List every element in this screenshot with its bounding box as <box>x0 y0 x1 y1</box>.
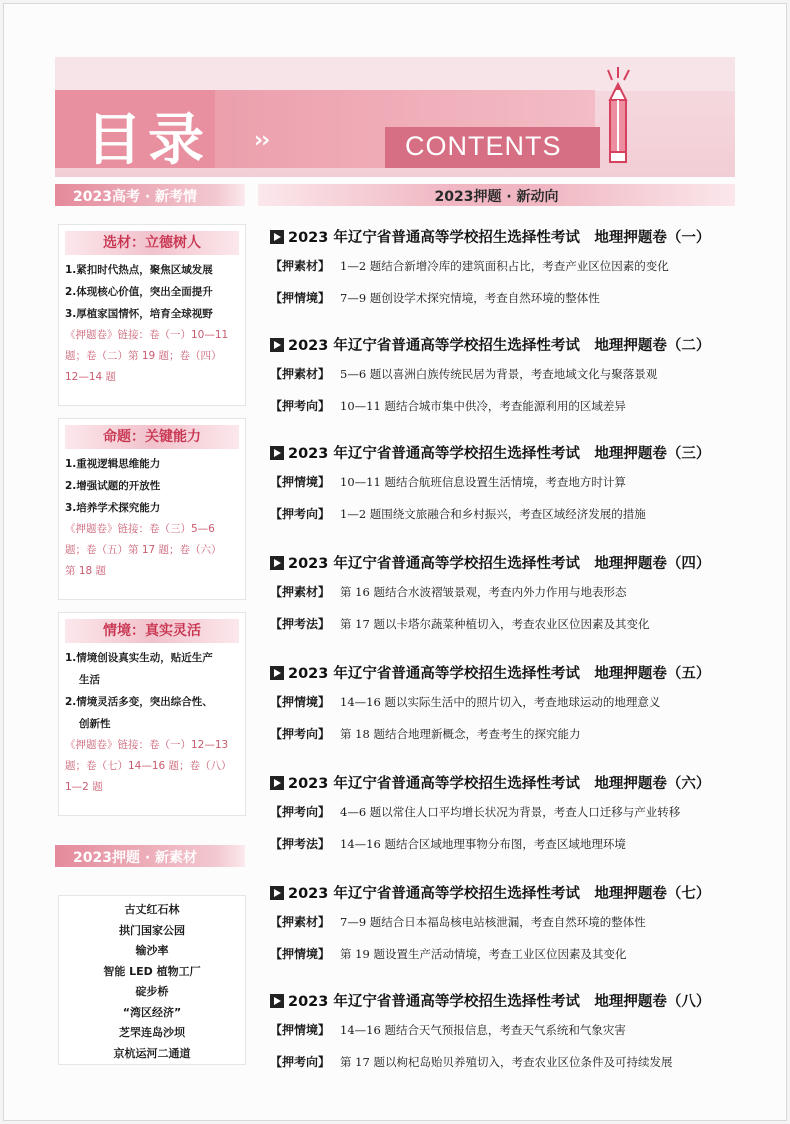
entry-paper-4 <box>270 552 740 640</box>
card-link-line: 题；卷（二）第 19 题；卷（四） <box>65 350 222 362</box>
entry-line: 【押情境】 10—11 题结合航班信息设置生活情境，考查地方时计算 <box>270 475 626 489</box>
entry-line: 【押考向】 1—2 题围绕文旅融合和乡村振兴，考查区域经济发展的措施 <box>270 507 646 521</box>
material-item: 芝罘连岛沙坝 <box>119 1026 185 1039</box>
card-line: 2.情境灵活多变，突出综合性、 <box>65 696 213 708</box>
entry-line: 【押情境】 14—16 题结合天气预报信息，考查天气系统和气象灾害 <box>270 1023 626 1037</box>
card-link-line: 第 18 题 <box>65 565 107 577</box>
double-chevron-icon: ›› <box>254 128 269 153</box>
play-triangle-icon <box>270 886 284 900</box>
entry-line: 【押考向】 4—6 题以常住人口平均增长状况为背景，考查人口迁移与产业转移 <box>270 805 681 819</box>
entry-line: 【押素材】 5—6 题以喜洲白族传统民居为背景，考查地域文化与聚落景观 <box>270 367 658 381</box>
material-item: “湾区经济” <box>122 1005 182 1019</box>
play-triangle-icon <box>270 666 284 680</box>
play-triangle-icon <box>270 994 284 1008</box>
play-triangle-icon <box>270 230 284 244</box>
entry-line: 【押考法】 第 17 题以卡塔尔蔬菜种植切入，考查农业区位因素及其变化 <box>270 617 650 631</box>
card-key-ability <box>58 418 246 600</box>
card-link-line: 《押题卷》链接：卷（一）10—11 <box>65 329 229 341</box>
card-line: 创新性 <box>79 718 111 730</box>
entry-paper-8 <box>270 990 740 1078</box>
material-item: 京杭运河二通道 <box>113 1046 191 1060</box>
card-heading: 命题：关键能力 <box>65 425 239 449</box>
entry-paper-7 <box>270 882 740 970</box>
entry-line: 【押考向】 第 17 题以枸杞岛贻贝养殖切入，考查农业区位条件及可持续发展 <box>270 1055 673 1069</box>
card-line: 1.重视逻辑思维能力 <box>65 458 161 470</box>
material-list <box>58 895 246 1065</box>
card-heading: 情境：真实灵活 <box>65 619 239 643</box>
entry-line: 【押情境】 7—9 题创设学术探究情境，考查自然环境的整体性 <box>270 291 600 305</box>
play-triangle-icon <box>270 776 284 790</box>
card-link-line: 题；卷（七）14—16 题；卷（八） <box>65 760 232 772</box>
play-triangle-icon <box>270 556 284 570</box>
card-real-context <box>58 612 246 816</box>
card-line: 3.培养学术探究能力 <box>65 502 161 514</box>
section-bar-new-exam <box>55 184 245 206</box>
card-link-line: 1—2 题 <box>65 781 103 793</box>
play-triangle-icon <box>270 338 284 352</box>
entry-paper-1 <box>270 226 740 314</box>
material-item: 拱门国家公园 <box>119 923 185 937</box>
card-link-line: 《押题卷》链接：卷（一）12—13 <box>65 739 229 751</box>
material-item: 古丈红石林 <box>124 903 180 916</box>
material-item: 智能 LED 植物工厂 <box>103 964 201 978</box>
pencil-icon <box>598 66 638 166</box>
card-link-line: 《押题卷》链接：卷（三）5—6 <box>65 523 215 535</box>
entry-line: 【押素材】 7—9 题结合日本福岛核电站核泄漏，考查自然环境的整体性 <box>270 915 646 929</box>
card-material-selection <box>58 224 246 406</box>
card-line: 1.紧扣时代热点，聚焦区域发展 <box>65 264 213 276</box>
page-title: 目录 <box>86 108 210 173</box>
entry-line: 【押考向】 第 18 题结合地理新概念，考查考生的探究能力 <box>270 727 581 741</box>
card-link-line: 题；卷（五）第 17 题；卷（六） <box>65 544 222 556</box>
entry-title: 2023 年辽宁省普通高等学校招生选择性考试 地理押题卷（二） <box>270 334 740 358</box>
card-line: 1.情境创设真实生动，贴近生产 <box>65 652 213 664</box>
entry-line: 【押考向】 10—11 题结合城市集中供冷，考查能源利用的区域差异 <box>270 399 626 413</box>
entry-paper-5 <box>270 662 740 750</box>
entry-line: 【押考法】 14—16 题结合区域地理事物分布图，考查区域地理环境 <box>270 837 626 851</box>
entry-title: 2023 年辽宁省普通高等学校招生选择性考试 地理押题卷（六） <box>270 772 740 796</box>
entry-paper-2 <box>270 334 740 422</box>
entry-title: 2023 年辽宁省普通高等学校招生选择性考试 地理押题卷（一） <box>270 226 740 250</box>
entry-title: 2023 年辽宁省普通高等学校招生选择性考试 地理押题卷（三） <box>270 442 740 466</box>
entry-title: 2023 年辽宁省普通高等学校招生选择性考试 地理押题卷（八） <box>270 990 740 1014</box>
entry-paper-3 <box>270 442 740 530</box>
material-item: 碇步桥 <box>135 985 169 998</box>
material-item: 输沙率 <box>135 944 169 957</box>
entry-paper-6 <box>270 772 740 860</box>
section-bar-new-trend <box>258 184 735 206</box>
contents-label: CONTENTS <box>405 131 562 161</box>
card-line: 生活 <box>79 674 100 686</box>
entry-title: 2023 年辽宁省普通高等学校招生选择性考试 地理押题卷（四） <box>270 552 740 576</box>
card-link-line: 12—14 题 <box>65 371 117 383</box>
play-triangle-icon <box>270 446 284 460</box>
entry-line: 【押情境】 14—16 题以实际生活中的照片切入，考查地球运动的地理意义 <box>270 695 661 709</box>
entry-line: 【押素材】 第 16 题结合水波褶皱景观，考查内外力作用与地表形态 <box>270 585 627 599</box>
entry-line: 【押素材】 1—2 题结合新增冷库的建筑面积占比，考查产业区位因素的变化 <box>270 259 669 273</box>
section-title: 2023押题 · 新动向 <box>434 189 559 205</box>
card-line: 2.体现核心价值，突出全面提升 <box>65 286 213 298</box>
section-title: 2023押题 · 新素材 <box>73 850 198 866</box>
card-line: 3.厚植家国情怀，培育全球视野 <box>65 308 213 320</box>
entry-line: 【押情境】 第 19 题设置生产活动情境，考查工业区位因素及其变化 <box>270 947 627 961</box>
section-title: 2023高考 · 新考情 <box>73 189 198 205</box>
entry-title: 2023 年辽宁省普通高等学校招生选择性考试 地理押题卷（七） <box>270 882 740 906</box>
entry-title: 2023 年辽宁省普通高等学校招生选择性考试 地理押题卷（五） <box>270 662 740 686</box>
card-line: 2.增强试题的开放性 <box>65 480 161 492</box>
section-bar-new-material <box>55 845 245 867</box>
card-heading: 选材：立德树人 <box>65 231 239 255</box>
